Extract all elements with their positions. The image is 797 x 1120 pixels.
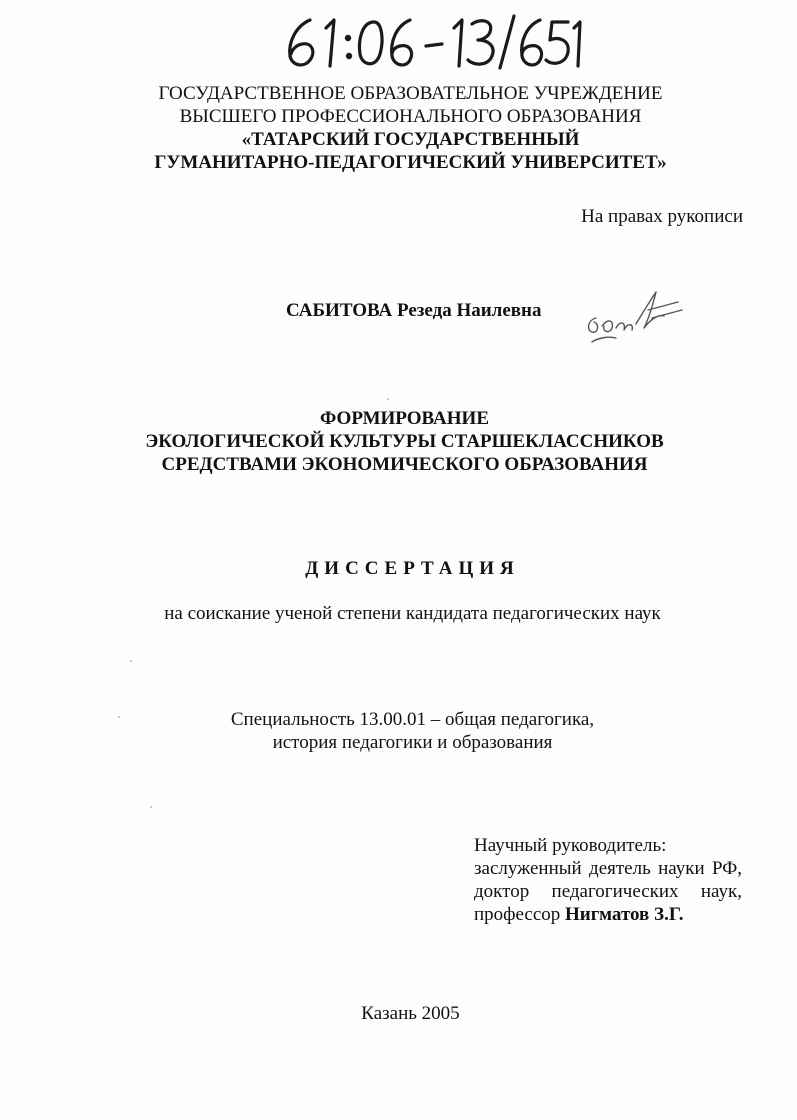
scan-speck [387, 398, 389, 400]
scan-speck [130, 660, 132, 662]
title-line-2: ЭКОЛОГИЧЕСКОЙ КУЛЬТУРЫ СТАРШЕКЛАССНИКОВ [145, 431, 664, 452]
author-name: САБИТОВА Резеда Наилевна [286, 300, 542, 321]
supervisor-name: Нигматов З.Г. [565, 904, 684, 925]
supervisor-block [474, 834, 742, 926]
institution-line-4: ГУМАНИТАРНО-ПЕДАГОГИЧЕСКИЙ УНИВЕРСИТЕТ» [154, 152, 667, 173]
city-year: Казань 2005 [361, 1003, 460, 1024]
document-type: ДИССЕРТАЦИЯ [305, 558, 520, 579]
signature-mark [578, 284, 698, 350]
specialty-block [14, 708, 797, 754]
supervisor-title-1: заслуженный деятель науки РФ, [474, 858, 742, 879]
title-line-3: СРЕДСТВАМИ ЭКОНОМИЧЕСКОГО ОБРАЗОВАНИЯ [161, 454, 648, 475]
supervisor-title-3 [474, 903, 742, 926]
dissertation-title [6, 407, 797, 476]
title-line-1: ФОРМИРОВАНИЕ [320, 408, 489, 429]
specialty-line-1: Специальность 13.00.01 – общая педагогика, [230, 709, 595, 730]
institution-line-1: ГОСУДАРСТВЕННОЕ ОБРАЗОВАТЕЛЬНОЕ УЧРЕЖДЕНИЕ [158, 83, 663, 104]
institution-line-2: ВЫСШЕГО ПРОФЕССИОНАЛЬНОГО ОБРАЗОВАНИЯ [179, 106, 642, 127]
specialty-line-2: история педагогики и образования [272, 732, 553, 753]
supervisor-label: Научный руководитель: [474, 835, 667, 856]
scan-speck [118, 716, 120, 718]
degree-line: на соискание ученой степени кандидата педагогических наук [164, 603, 661, 624]
supervisor-rank: профессор [474, 904, 566, 925]
supervisor-title-2: доктор педагогических наук, [474, 881, 742, 902]
institution-block [12, 82, 797, 174]
scan-speck [150, 806, 152, 808]
rights-note: На правах рукописи [581, 206, 743, 227]
archive-code-handwriting [282, 10, 582, 72]
institution-line-3: «ТАТАРСКИЙ ГОСУДАРСТВЕННЫЙ [241, 129, 580, 150]
